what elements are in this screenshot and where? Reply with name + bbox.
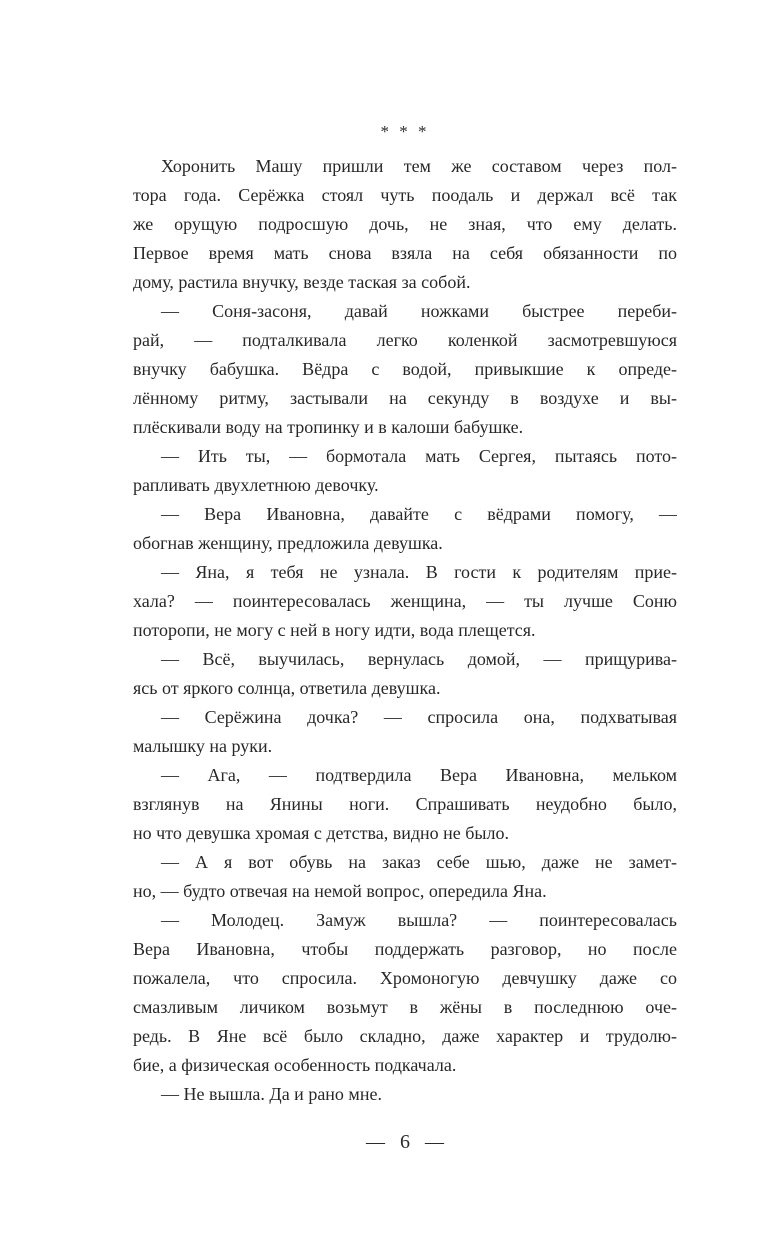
text-line: редь. В Яне всё было складно, даже характер и трудолю- — [133, 1026, 677, 1046]
text-line: же орущую подросшую дочь, не зная, что ему делать. — [133, 214, 677, 234]
text-line: рапливать двухлетнюю девочку. — [133, 475, 379, 495]
text-line: лённому ритму, застывали на секунду в воздухе и вы- — [133, 388, 677, 408]
text-line: рай, — подталкивала легко коленкой засмотревшуюся — [133, 330, 677, 350]
text-line: — Соня-засоня, давай ножками быстрее переби- — [161, 301, 677, 321]
paragraph — [133, 848, 677, 906]
text-line: смазливым личиком возьмут в жёны в последнюю оче- — [133, 997, 677, 1017]
paragraph — [133, 1080, 677, 1109]
text-line: — Ага, — подтвердила Вера Ивановна, мельком — [161, 765, 677, 785]
text-line: — Всё, выучилась, вернулась домой, — прищурива- — [161, 649, 677, 669]
paragraph — [133, 297, 677, 442]
text-line: тора года. Серёжка стоял чуть поодаль и держал всё так — [133, 185, 677, 205]
section-divider: * * * — [380, 122, 430, 141]
paragraph — [133, 761, 677, 848]
text-line: Вера Ивановна, чтобы поддержать разговор, но после — [133, 939, 677, 959]
text-line: взглянув на Янины ноги. Спрашивать неудобно было, — [133, 794, 677, 814]
text-line: обогнав женщину, предложила девушка. — [133, 533, 443, 553]
paragraph — [133, 906, 677, 1080]
text-line: дому, растила внучку, везде таская за собой. — [133, 272, 471, 292]
text-line: малышку на руки. — [133, 736, 273, 756]
text-line: внучку бабушка. Вёдра с водой, привыкшие к опреде- — [133, 359, 677, 379]
text-line: — Не вышла. Да и рано мне. — [161, 1084, 382, 1104]
text-line: но, — будто отвечая на немой вопрос, опередила Яна. — [133, 881, 547, 901]
text-line: — Вера Ивановна, давайте с вёдрами помогу, — — [161, 504, 677, 524]
text-line: но что девушка хромая с детства, видно не было. — [133, 823, 509, 843]
paragraph — [133, 645, 677, 703]
page-footer — [133, 1128, 677, 1157]
text-line: хала? — поинтересовалась женщина, — ты лучше Соню — [133, 591, 677, 611]
footer-dash-right: — — [425, 1132, 444, 1153]
paragraph — [133, 442, 677, 500]
text-line: — Ить ты, — бормотала мать Сергея, пытаясь пото- — [161, 446, 677, 466]
text-block — [133, 152, 677, 1109]
text-line: бие, а физическая особенность подкачала. — [133, 1055, 457, 1075]
paragraph — [133, 500, 677, 558]
text-line: пожалела, что спросила. Хромоногую девчушку даже со — [133, 968, 677, 988]
paragraph — [133, 152, 677, 297]
text-line: Хоронить Машу пришли тем же составом через пол- — [161, 156, 677, 176]
footer-dash-left: — — [366, 1132, 385, 1153]
text-line: поторопи, не могу с ней в ногу идти, вода плещется. — [133, 620, 536, 640]
paragraph — [133, 558, 677, 645]
text-line: — Молодец. Замуж вышла? — поинтересовалась — [161, 910, 677, 930]
text-line: Первое время мать снова взяла на себя обязанности по — [133, 243, 677, 263]
text-line: — Яна, я тебя не узнала. В гости к родителям прие- — [161, 562, 677, 582]
text-line: — А я вот обувь на заказ себе шью, даже не замет- — [161, 852, 677, 872]
text-line: — Серёжина дочка? — спросила она, подхватывая — [161, 707, 677, 727]
paragraph — [133, 703, 677, 761]
text-line: плёскивали воду на тропинку и в калоши бабушке. — [133, 417, 524, 437]
text-line: ясь от яркого солнца, ответила девушка. — [133, 678, 441, 698]
page-number: 6 — [400, 1131, 410, 1153]
